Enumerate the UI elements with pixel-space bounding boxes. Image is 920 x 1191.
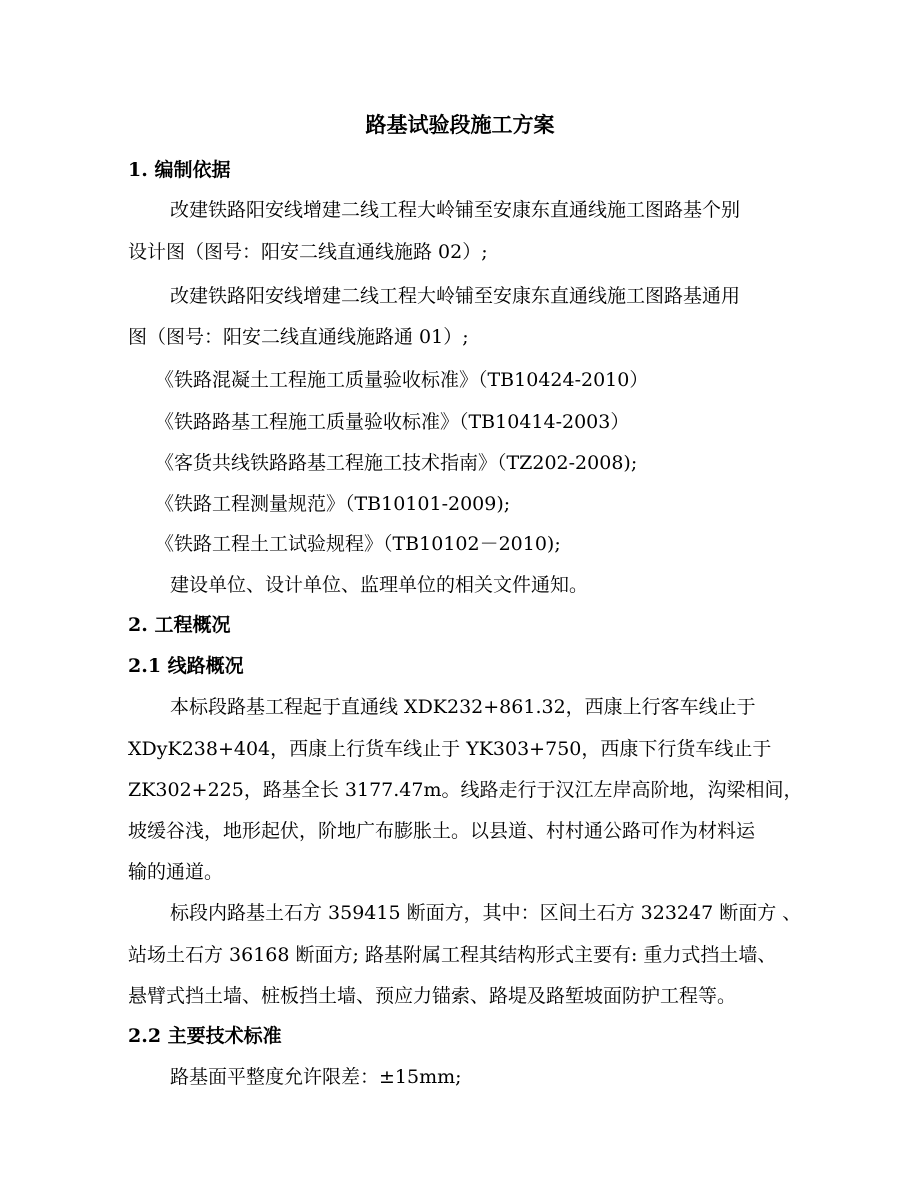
standard-reference-3: 《客货共线铁路路基工程施工技术指南》（TZ202-2008); <box>155 452 638 474</box>
standard-reference-4: 《铁路工程测量规范》（TB10101-2009); <box>155 493 511 515</box>
basis-paragraph-3: 建设单位、设计单位、监理单位的相关文件通知。 <box>170 574 589 596</box>
standard-reference-2: 《铁路路基工程施工质量验收标准》（TB10414-2003） <box>155 411 630 433</box>
earthwork-line-2: 站场土石方 36168 断面方; 路基附属工程其结构形式主要有: 重力式挡土墙、 <box>128 944 777 966</box>
tech-standard-line-1: 路基面平整度允许限差：±15mm; <box>170 1066 462 1088</box>
basis-paragraph-1-line-1: 改建铁路阳安线增建二线工程大岭铺至安康东直通线施工图路基个别 <box>170 199 741 221</box>
section-2-heading: 2. 工程概况 <box>128 614 231 636</box>
section-2-1-heading: 2.1 线路概况 <box>128 655 244 677</box>
earthwork-line-3: 悬臂式挡土墙、桩板挡土墙、预应力锚索、路堤及路堑坡面防护工程等。 <box>128 985 737 1007</box>
basis-paragraph-2-line-1: 改建铁路阳安线增建二线工程大岭铺至安康东直通线施工图路基通用 <box>170 285 741 307</box>
document-title: 路基试验段施工方案 <box>365 112 555 137</box>
section-2-2-heading: 2.2 主要技术标准 <box>128 1025 282 1047</box>
standard-reference-1: 《铁路混凝土工程施工质量验收标准》（TB10424-2010） <box>155 369 649 391</box>
earthwork-line-1: 标段内路基土石方 359415 断面方，其中：区间土石方 323247 断面方 、 <box>170 902 802 924</box>
line-overview-line-4: 坡缓谷浅，地形起伏，阶地广布膨胀土。以县道、村村通公路可作为材料运 <box>128 820 756 842</box>
basis-paragraph-1-line-2: 设计图（图号：阳安二线直通线施路 02）; <box>128 241 488 263</box>
line-overview-line-2: XDyK238+404，西康上行货车线止于 YK303+750，西康下行货车线止于 <box>128 738 772 760</box>
standard-reference-5: 《铁路工程土工试验规程》（TB10102－2010); <box>155 533 561 555</box>
line-overview-line-5: 输的通道。 <box>128 861 224 883</box>
line-overview-line-1: 本标段路基工程起于直通线 XDK232+861.32，西康上行客车线止于 <box>170 696 756 718</box>
section-1-heading: 1. 编制依据 <box>128 159 231 181</box>
line-overview-line-3: ZK302+225，路基全长 3177.47m。线路走行于汉江左岸高阶地，沟梁相间， <box>128 779 803 801</box>
basis-paragraph-2-line-2: 图（图号：阳安二线直通线施路通 01）; <box>128 326 469 348</box>
